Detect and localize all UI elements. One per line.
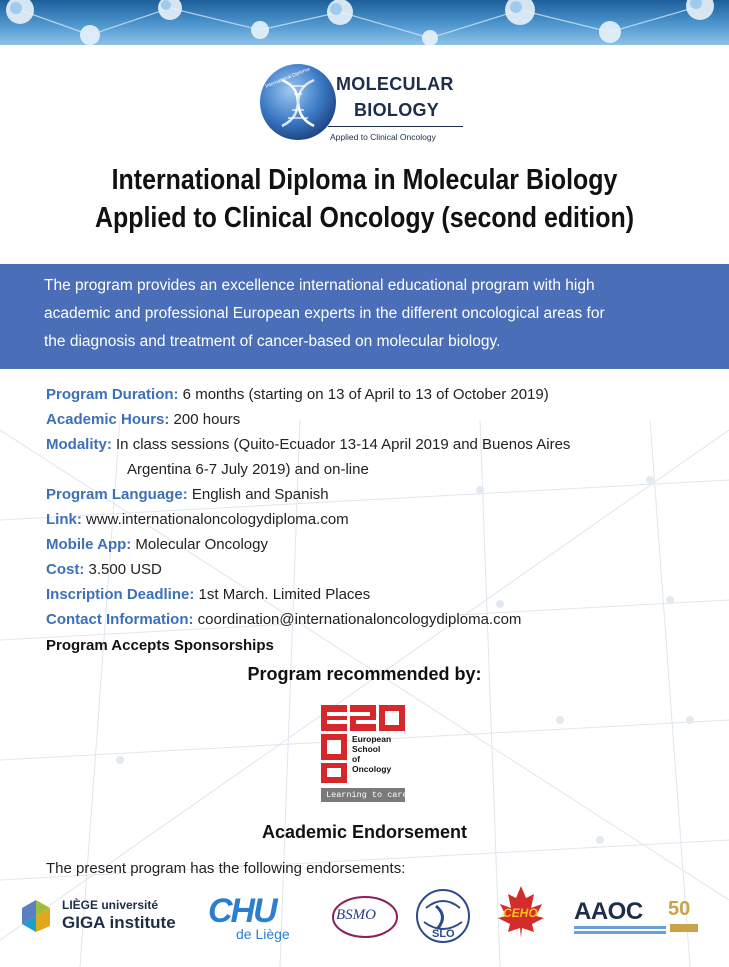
liege-cube-icon [22,900,56,934]
liege-line2: GIGA institute [62,913,176,932]
website-link[interactable]: www.internationaloncologydiploma.com [81,511,349,528]
intro-line-2: academic and professional European experts in the different oncological areas for [44,305,605,322]
detail-label: Inscription Deadline: [46,586,195,603]
sponsorships-note: Program Accepts Sponsorships [46,637,274,654]
chu-main: CHU [208,892,276,930]
aaoc-ribbon [670,924,698,932]
recommended-heading: Program recommended by: [247,664,482,684]
detail-label: Program Duration: [46,386,179,403]
eso-name-line: of [352,754,361,764]
endorsements-intro: The present program has the following endorsements: [46,860,406,877]
logo-title-line2: BIOLOGY [354,100,440,120]
aaoc-text: AAOC [574,898,643,925]
page-title-line1: International Diploma in Molecular Biology [111,164,618,196]
eso-name-line: European [352,734,392,744]
detail-cost [46,561,162,578]
detail-mobile-app [46,536,268,553]
liege-giga-logo [22,894,197,939]
detail-link [46,511,349,528]
page-title-line2: Applied to Clinical Oncology (second edition) [94,202,635,234]
eso-name-line: Oncology [352,764,392,774]
slo-text: SLO [432,928,455,940]
detail-modality [46,436,570,453]
aaoc-stripe [574,931,666,934]
detail-label: Program Language: [46,486,188,503]
detail-label: Contact Information: [46,611,194,628]
detail-value: 1st March. Limited Places [194,586,371,603]
header-banner [0,0,729,45]
academic-endorsement-heading: Academic Endorsement [261,822,468,842]
bsmo-logo [330,893,400,941]
detail-label: Academic Hours: [46,411,170,428]
molecular-biology-logo [258,62,473,150]
detail-duration [46,386,549,403]
detail-value: 3.500 USD [84,561,162,578]
contact-email-link[interactable]: coordination@internationaloncologydiploma.com [193,611,522,628]
chu-liege-logo [206,892,316,944]
detail-value: Molecular Oncology [131,536,268,553]
detail-deadline [46,586,370,603]
logo-divider [328,126,463,127]
aaoc-years: 50 [668,898,691,920]
eso-name-line: School [352,744,381,754]
ceho-text: CEHO [503,906,538,920]
eso-logo [320,704,410,806]
detail-value: 6 months (starting on 13 of April to 13 of October 2019) [178,386,549,403]
aaoc-stripe [574,926,666,929]
logo-title-line1: MOLECULAR [336,74,454,94]
intro-line-3: the diagnosis and treatment of cancer-based on molecular biology. [44,333,501,350]
detail-label: Modality: [46,436,112,453]
intro-band [0,264,729,369]
detail-modality-continued: Argentina 6-7 July 2019) and on-line [127,461,369,478]
logo-arc-text: International Diploma [264,66,311,90]
eso-tagline: Learning to care [326,790,408,800]
bsmo-text: BSMO [336,907,376,923]
detail-value: English and Spanish [187,486,329,503]
intro-line-1: The program provides an excellence international educational program with high [44,277,595,294]
eso-name [352,734,391,774]
ceho-logo [496,884,546,944]
detail-label: Mobile App: [46,536,132,553]
liege-line1: LIÈGE université [62,898,159,912]
detail-contact [46,611,521,628]
detail-hours [46,411,240,428]
chu-sub: de Liège [236,926,290,942]
slo-logo [414,888,472,952]
detail-label: Link: [46,511,82,528]
detail-label: Cost: [46,561,85,578]
detail-language [46,486,329,503]
detail-value: 200 hours [169,411,241,428]
molecule-banner-graphic [0,0,729,45]
aaoc-logo [574,898,714,942]
detail-value: In class sessions (Quito-Ecuador 13-14 April 2019 and Buenos Aires [111,436,571,453]
logo-subtitle: Applied to Clinical Oncology [330,132,436,142]
